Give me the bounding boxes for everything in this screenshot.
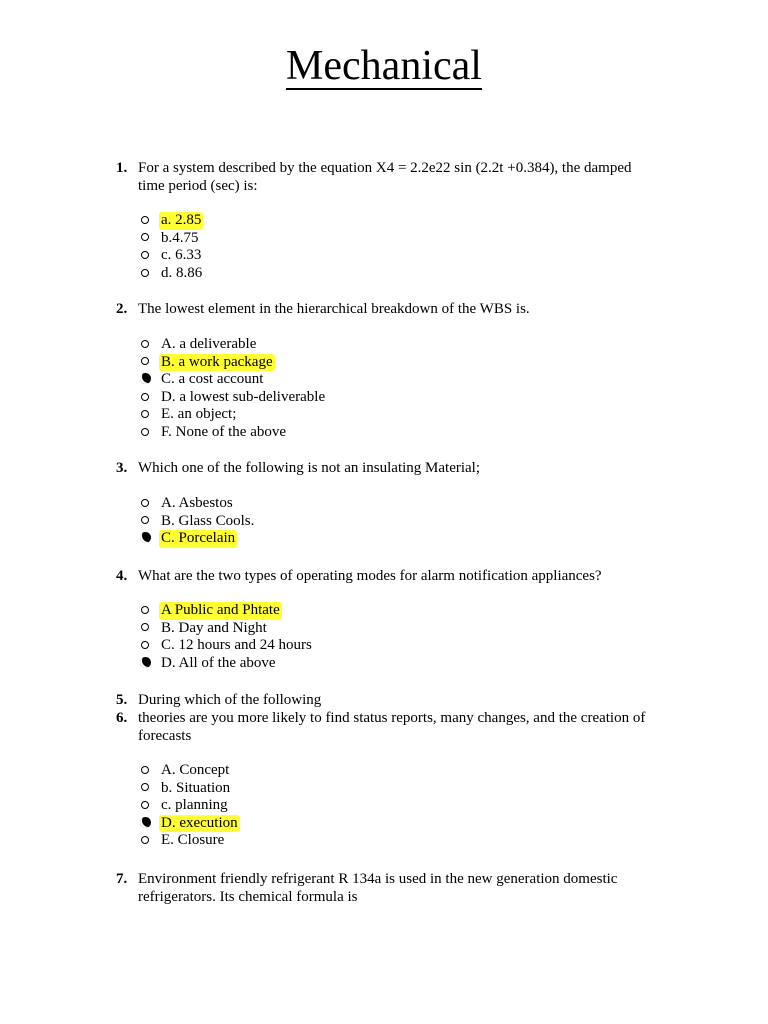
radio-empty-icon[interactable]	[138, 389, 152, 407]
radio-empty-icon[interactable]	[138, 620, 152, 638]
option-label: D. All of the above	[161, 654, 276, 671]
radio-empty-icon[interactable]	[138, 336, 152, 354]
option-label: c. 6.33	[161, 247, 202, 264]
option-label: A. Concept	[161, 762, 230, 778]
page-title	[0, 40, 768, 92]
radio-filled-icon[interactable]	[138, 371, 152, 389]
radio-filled-icon[interactable]	[138, 815, 152, 833]
option-label: c. planning	[161, 797, 228, 814]
radio-empty-icon[interactable]	[138, 762, 152, 780]
question-number: 2.	[116, 301, 128, 317]
radio-empty-icon[interactable]	[138, 247, 152, 265]
question-4	[116, 567, 656, 585]
question-number: 4.	[116, 568, 128, 584]
question-text: Environment friendly refrigerant R 134a is used in the new generation domestic refrigerators. Its chemical formula is	[138, 871, 618, 905]
question-number: 7.	[116, 871, 128, 887]
option-label: E. Closure	[161, 832, 225, 849]
radio-empty-icon[interactable]	[138, 780, 152, 798]
option-label: b. Situation	[161, 779, 231, 796]
question-text: The lowest element in the hierarchical breakdown of the WBS is.	[138, 301, 530, 317]
option-label: C. 12 hours and 24 hours	[161, 637, 312, 654]
question-6	[116, 709, 656, 745]
radio-empty-icon[interactable]	[138, 212, 152, 230]
radio-empty-icon[interactable]	[138, 602, 152, 620]
radio-empty-icon[interactable]	[138, 637, 152, 655]
radio-filled-icon[interactable]	[138, 530, 152, 548]
option-label: d. 8.86	[161, 264, 203, 281]
option-label: C. a cost account	[161, 371, 264, 388]
question-text: For a system described by the equation X4 = 2.2e22 sin (2.2t +0.384), the damped time period (sec) is:	[138, 160, 632, 194]
option-label: D. a lowest sub-deliverable	[161, 388, 326, 405]
option-label: A Public and Phtate	[161, 602, 280, 618]
question-number: 1.	[116, 160, 128, 176]
question-1	[116, 159, 656, 195]
question-3	[116, 459, 656, 477]
question-2	[116, 300, 656, 318]
option-label: A. Asbestos	[161, 495, 233, 511]
page-title-text: Mechanical	[286, 43, 482, 89]
option-label: B. Glass Cools.	[161, 512, 255, 529]
question-number: 5.	[116, 692, 128, 708]
question-text: Which one of the following is not an insulating Material;	[138, 460, 481, 476]
radio-empty-icon[interactable]	[138, 354, 152, 372]
option-label: C. Porcelain	[161, 530, 236, 547]
option-label: D. execution	[161, 814, 238, 831]
radio-filled-icon[interactable]	[138, 655, 152, 673]
radio-empty-icon[interactable]	[138, 424, 152, 442]
radio-empty-icon[interactable]	[138, 230, 152, 248]
question-text: theories are you more likely to find status reports, many changes, and the creation of forecasts	[138, 710, 646, 744]
option-label: B. a work package	[161, 353, 273, 370]
question-7	[116, 870, 656, 906]
radio-empty-icon[interactable]	[138, 513, 152, 531]
question-number: 3.	[116, 460, 128, 476]
option-label: a. 2.85	[161, 212, 202, 228]
radio-empty-icon[interactable]	[138, 797, 152, 815]
option-label: b.4.75	[161, 229, 199, 246]
option-label: A. a deliverable	[161, 336, 257, 352]
radio-empty-icon[interactable]	[138, 495, 152, 513]
option-label: B. Day and Night	[161, 619, 267, 636]
radio-empty-icon[interactable]	[138, 832, 152, 850]
radio-empty-icon[interactable]	[138, 406, 152, 424]
question-number: 6.	[116, 710, 128, 726]
option-label: F. None of the above	[161, 423, 287, 440]
radio-empty-icon[interactable]	[138, 265, 152, 283]
question-text: What are the two types of operating modes for alarm notification appliances?	[138, 568, 602, 584]
question-5	[116, 691, 656, 709]
question-text: During which of the following	[138, 692, 322, 708]
option-label: E. an object;	[161, 406, 237, 423]
